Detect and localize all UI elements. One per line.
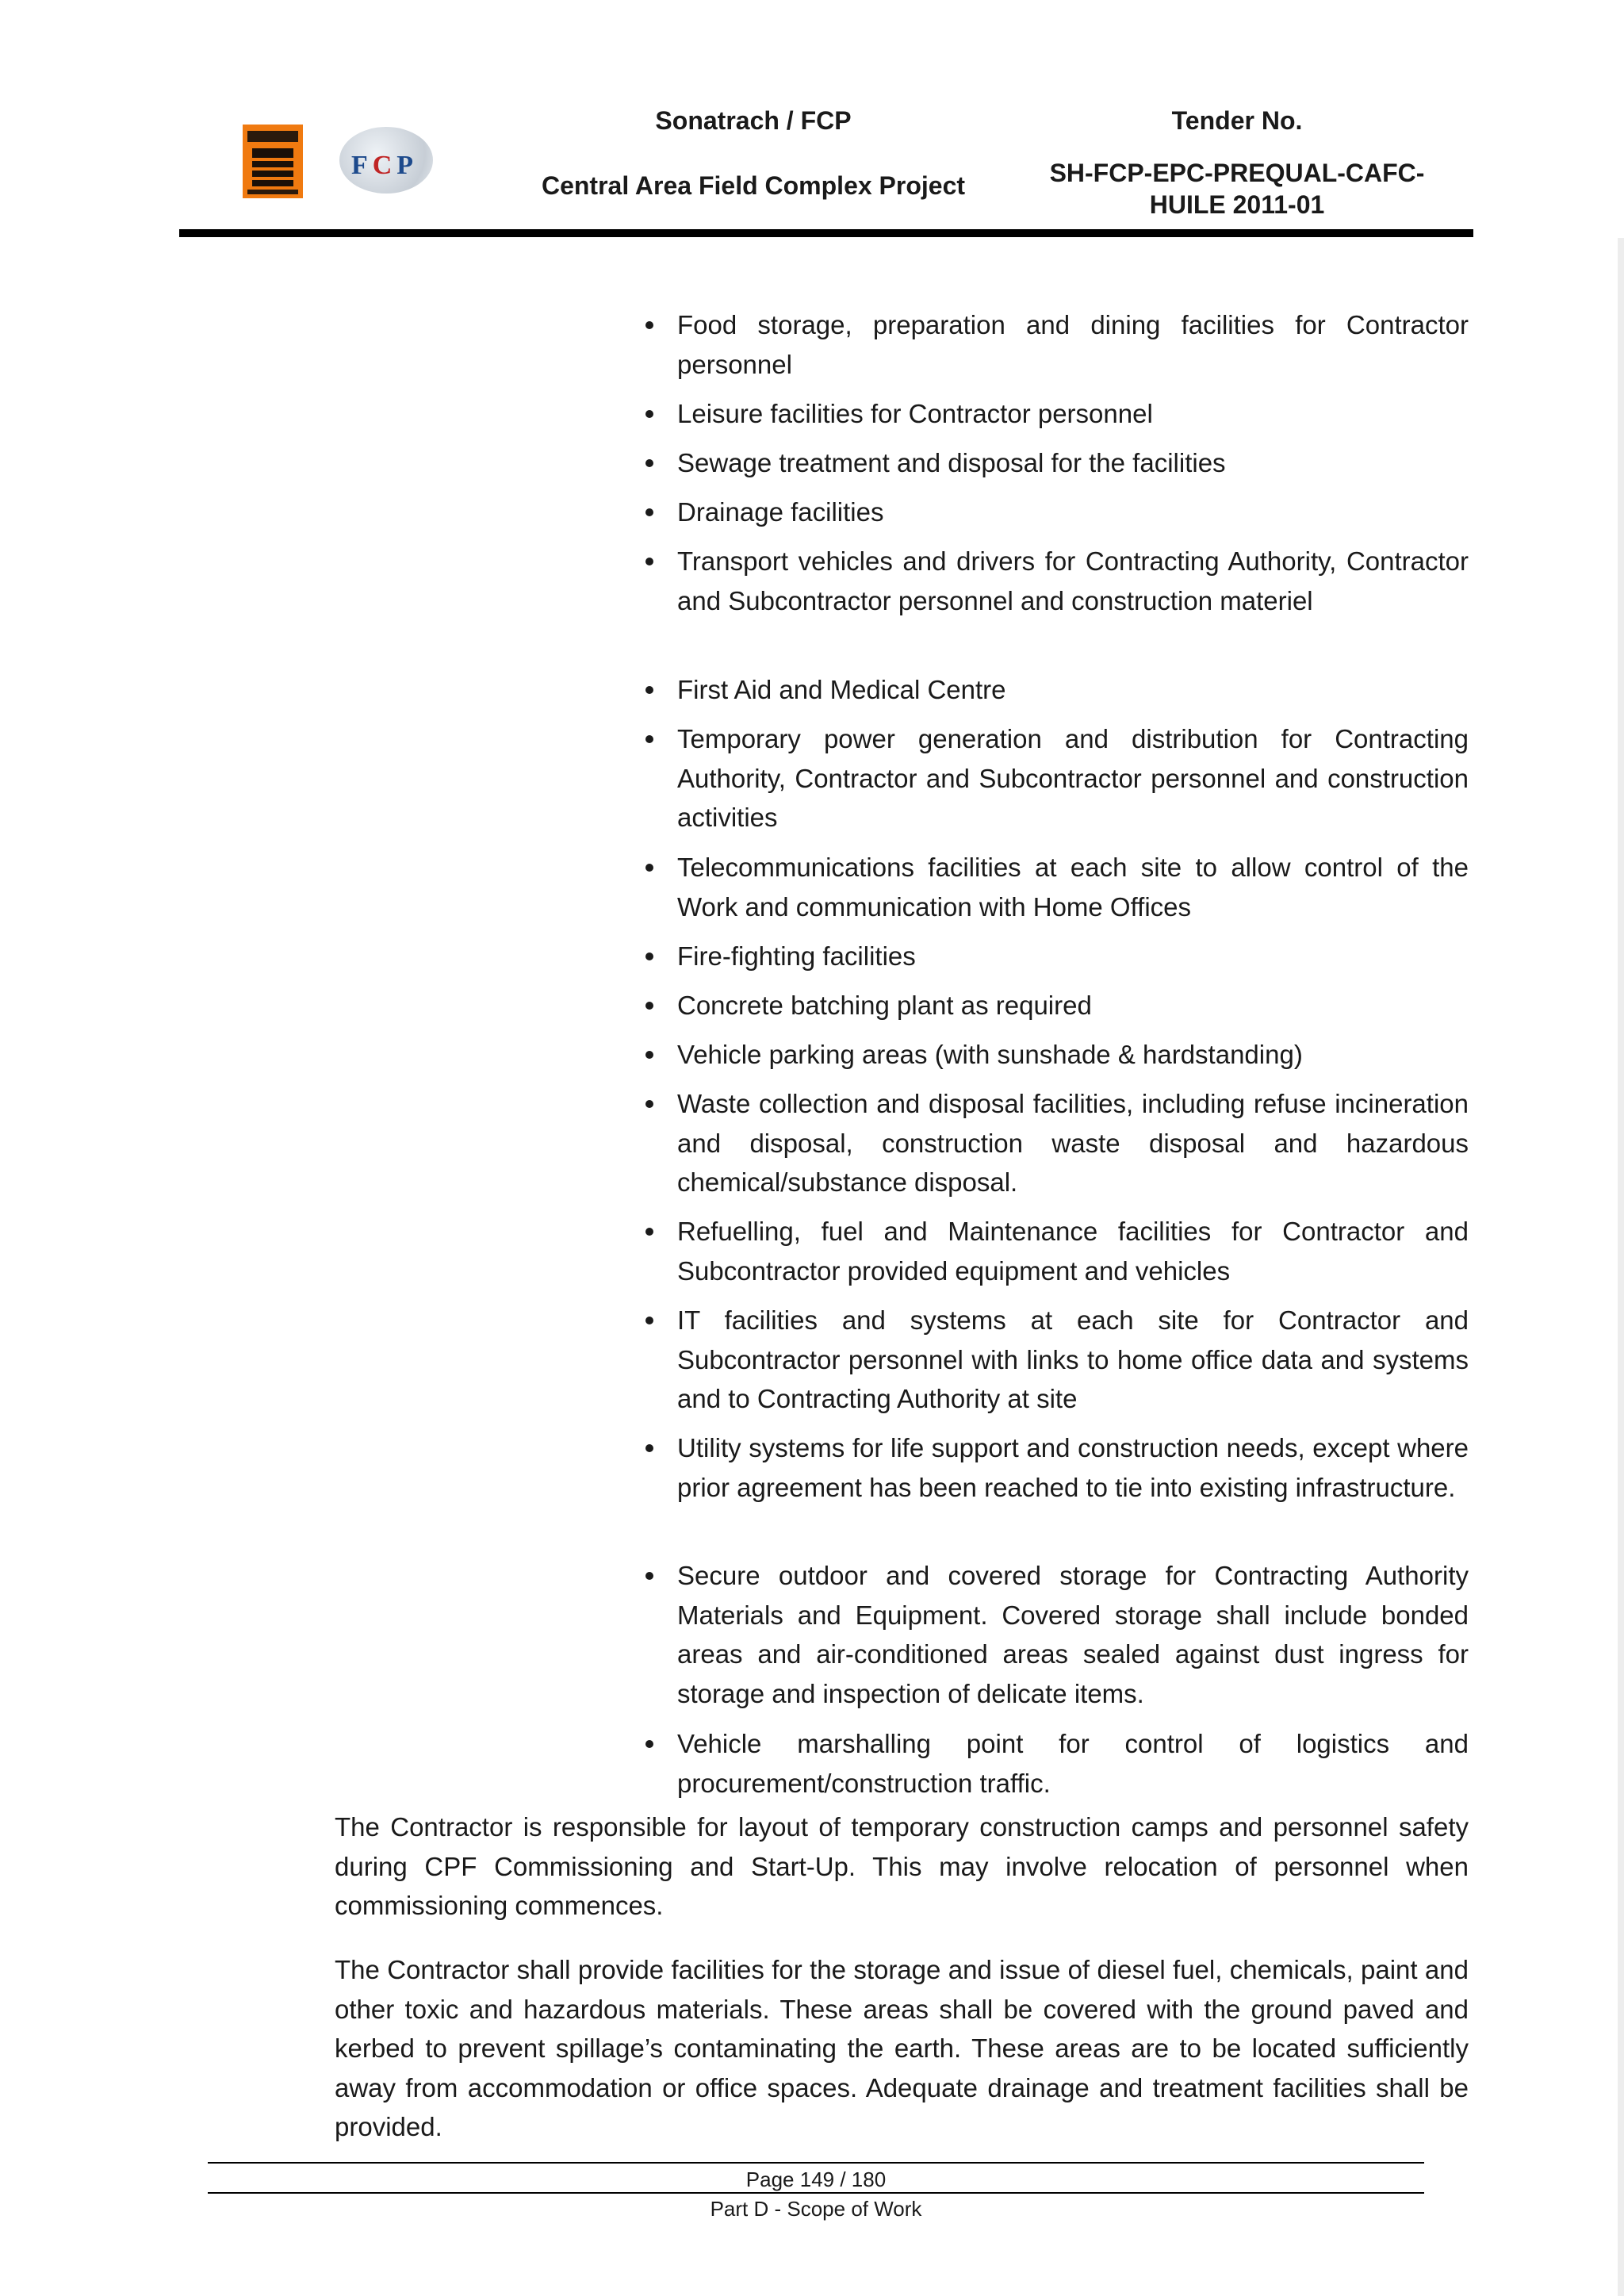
list-item: Drainage facilities [677,497,884,527]
bullet-icon [645,864,653,872]
list-item: Vehicle parking areas (with sunshade & hardstanding) [677,1040,1303,1069]
list-item: Secure outdoor and covered storage for Contracting Authority Materials and Equipment. Covered storage shall include bonded areas and air-conditioned areas sealed against dust ingress for storage and inspection of delicate items. [677,1561,1469,1708]
list-item: IT facilities and systems at each site for Contractor and Subcontractor personnel with links to home office data and systems and to Contracting Authority at site [677,1305,1469,1413]
bullet-icon [645,410,653,418]
list-item: Sewage treatment and disposal for the facilities [677,448,1226,477]
bullet-icon [645,1100,653,1108]
bullet-icon [645,508,653,516]
header-tender-label: Tender No. [1171,106,1303,135]
list-item: First Aid and Medical Centre [677,675,1006,704]
bullet-icon [645,459,653,467]
list-item: Food storage, preparation and dining facilities for Contractor personnel [677,310,1469,379]
document-part: Part D - Scope of Work [710,2197,922,2221]
page-number: Page 149 / 180 [745,2168,887,2191]
bullet-icon [645,1740,653,1748]
bullet-icon [645,321,653,329]
list-item: Temporary power generation and distribution for Contracting Authority, Contractor and Subcontractor personnel and construction activities [677,724,1469,832]
header-project-name: Central Area Field Complex Project [541,171,966,200]
list-item: Refuelling, fuel and Maintenance facilities for Contractor and Subcontractor provided equipment and vehicles [677,1217,1469,1286]
body-paragraph: The Contractor shall provide facilities for the storage and issue of diesel fuel, chemicals, paint and other toxic and hazardous materials. These areas shall be covered with the ground paved and kerbed to prevent spillage’s contaminating the earth. These areas are to be located sufficiently away from accommodation or office spaces. Adequate drainage and treatment facilities shall be provided. [335,1955,1469,2141]
list-item: Fire-fighting facilities [677,941,916,971]
list-item: Waste collection and disposal facilities, including refuse incineration and disposal, construction waste disposal and hazardous chemical/substance disposal. [677,1089,1469,1197]
bullet-icon [645,735,653,743]
bullet-icon [645,953,653,960]
body-paragraph: The Contractor is responsible for layout of temporary construction camps and personnel safety during CPF Commissioning and Start-Up. This may involve relocation of personnel when commissioning commences. [335,1812,1469,1920]
bullet-icon [645,1572,653,1580]
footer-divider [208,2162,1424,2164]
bullet-icon [645,686,653,694]
bullet-icon [645,1444,653,1452]
list-item: Vehicle marshalling point for control of logistics and procurement/construction traffic. [677,1729,1469,1798]
list-item: Telecommunications facilities at each site to allow control of the Work and communication with Home Offices [677,853,1469,922]
bullet-icon [645,1002,653,1010]
list-item: Utility systems for life support and construction needs, except where prior agreement has been reached to tie into existing infrastructure. [677,1433,1469,1502]
list-item: Transport vehicles and drivers for Contracting Authority, Contractor and Subcontractor personnel and construction materiel [677,546,1469,615]
list-item: Concrete batching plant as required [677,991,1092,1020]
header-organization: Sonatrach / FCP [655,106,852,135]
header-tender-number: SH-FCP-EPC-PREQUAL-CAFC-HUILE 2011-01 [1049,159,1425,219]
bullet-icon [645,1228,653,1236]
footer-divider [208,2192,1424,2194]
bullet-icon [645,1317,653,1324]
fcp-logo: FCP [325,127,444,198]
bullet-icon [645,1051,653,1059]
list-item: Leisure facilities for Contractor personnel [677,399,1153,428]
bullet-icon [645,558,653,565]
